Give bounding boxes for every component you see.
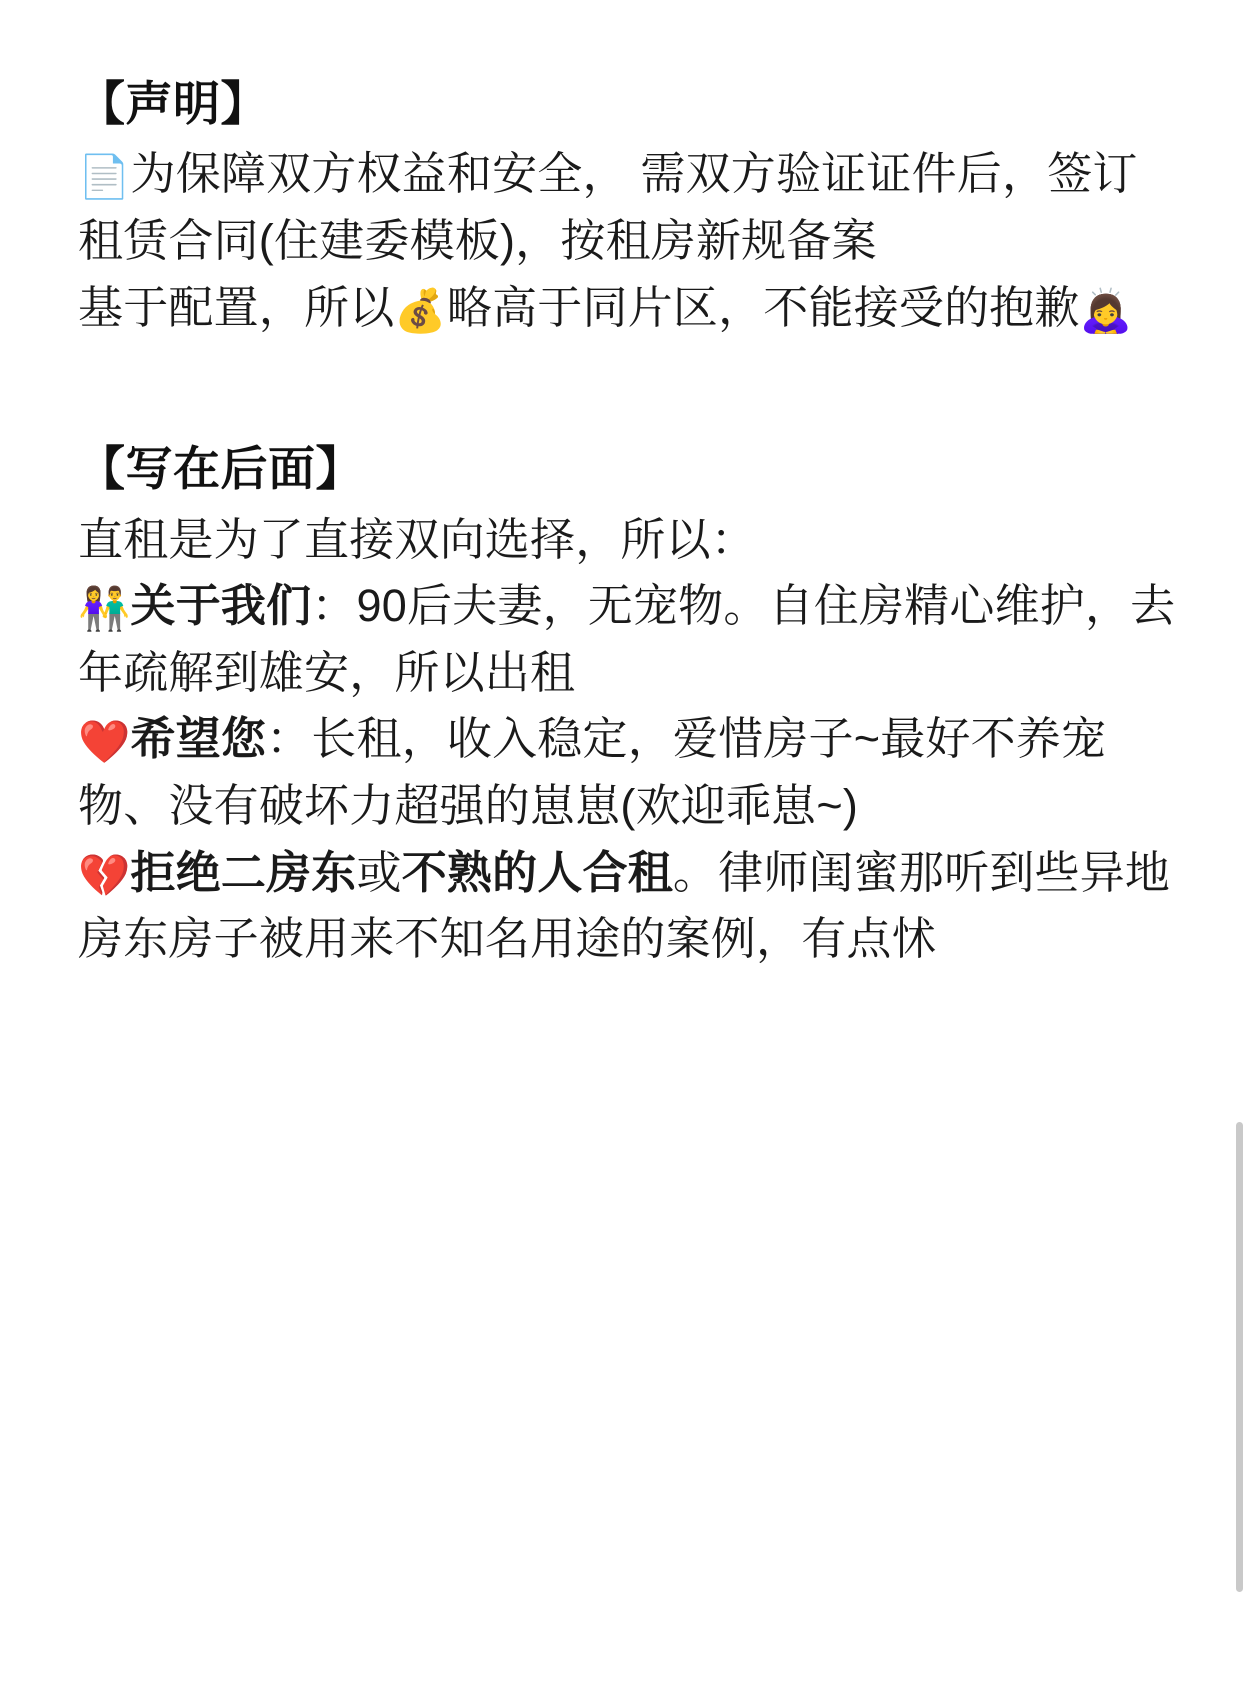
man-and-woman-holding-hands-icon: 👫 — [78, 584, 131, 634]
refuse-strangers-label: 不熟的人合租 — [401, 846, 673, 898]
refuse-sublessor-label: 拒绝二房东 — [130, 846, 357, 898]
scrollbar-track[interactable] — [1242, 0, 1252, 1686]
person-bowing-icon: 🙇‍♀️ — [1079, 285, 1133, 335]
statement-paragraph-2-text-after: 略高于同片区，不能接受的抱歉 — [446, 281, 1080, 333]
afterword-paragraph-refuse — [78, 840, 1176, 973]
section-heading-statement: 【声明】 — [78, 77, 268, 130]
money-bag-icon: 💰 — [394, 285, 447, 335]
afterword-paragraph-1 — [78, 507, 1176, 574]
about-us-label: 关于我们 — [130, 580, 312, 632]
section-heading-afterword: 【写在后面】 — [78, 442, 363, 496]
refuse-mid-text: 或 — [356, 846, 402, 898]
afterword-paragraph-1-text: 直租是为了直接双向选择，所以： — [78, 513, 757, 565]
scrollbar-thumb[interactable] — [1236, 1122, 1243, 1592]
afterword-paragraph-hope — [78, 706, 1176, 839]
statement-paragraph-2-text-before: 基于配置，所以 — [78, 281, 395, 333]
broken-heart-icon: 💔 — [78, 850, 131, 900]
statement-paragraph-1-text: 为保障双方权益和安全， 需双方验证证件后，签订租赁合同(住建委模板)，按租房新规备案 — [78, 148, 1138, 267]
hope-label: 希望您 — [130, 713, 267, 765]
section-spacer — [78, 341, 1176, 437]
statement-paragraph-1 — [78, 141, 1176, 274]
hope-text: ：长租，收入稳定，爱惜房子~最好不养宠物、没有破坏力超强的崽崽(欢迎乖崽~) — [78, 713, 1107, 832]
refuse-text: 。律师闺蜜那听到些异地房东房子被用来不知名用途的案例，有点怵 — [78, 846, 1171, 965]
section-statement — [78, 72, 1176, 341]
page-facing-up-icon: 📄 — [78, 152, 131, 202]
afterword-paragraph-about-us — [78, 573, 1176, 706]
red-heart-icon: ❤️ — [78, 717, 131, 767]
section-afterword — [78, 437, 1176, 973]
statement-paragraph-2 — [78, 275, 1176, 342]
about-us-text: ：90后夫妻，无宠物。自住房精心维护，去年疏解到雄安，所以出租 — [78, 580, 1176, 698]
